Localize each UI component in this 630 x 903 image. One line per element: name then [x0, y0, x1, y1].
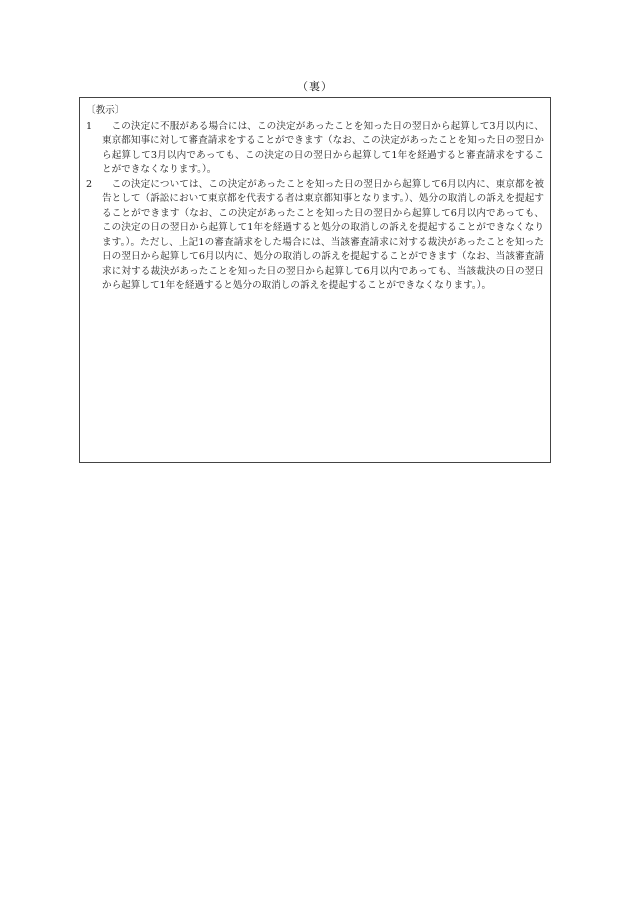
notice-box [79, 97, 551, 463]
clause-text: この決定に不服がある場合には、この決定があったことを知った日の翌日から起算して3月以内に、東京都知事に対して審査請求をすることができます（なお、この決定があったことを知った日の翌日から起算して3月以内であっても、この決定の日の翌日から起算して1年を経過すると審査請求をすることができなくなります。）。 [102, 120, 544, 175]
clause-2 [86, 178, 544, 294]
clause-number: 1 [86, 120, 93, 132]
clause-text: この決定については、この決定があったことを知った日の翌日から起算して6月以内に、東京都を被告として（訴訟において東京都を代表する者は東京都知事となります。）、処分の取消しの訴えを提起することができます（なお、この決定があったことを知った日の翌日から起算して6月以内であっても、この決定の日の翌日から起算して1年を経過すると処分の取消しの訴えを提起することができなくなります。）。ただし、上記1の審査請求をした場合には、当該審査請求に対する裁決があったことを知った日の翌日から起算して6月以内に、処分の取消しの訴えを提起することができます（なお、当該審査請求に対する裁決があったことを知った日の翌日から起算して6月以内であっても、当該裁決の日の翌日から起算して1年を経過すると処分の取消しの訴えを提起することができなくなります。）。 [102, 178, 544, 291]
notice-label: 〔教示〕 [86, 105, 125, 116]
clause-1 [86, 120, 544, 178]
clause-number: 2 [86, 178, 93, 190]
page-heading: （裏） [297, 80, 333, 93]
